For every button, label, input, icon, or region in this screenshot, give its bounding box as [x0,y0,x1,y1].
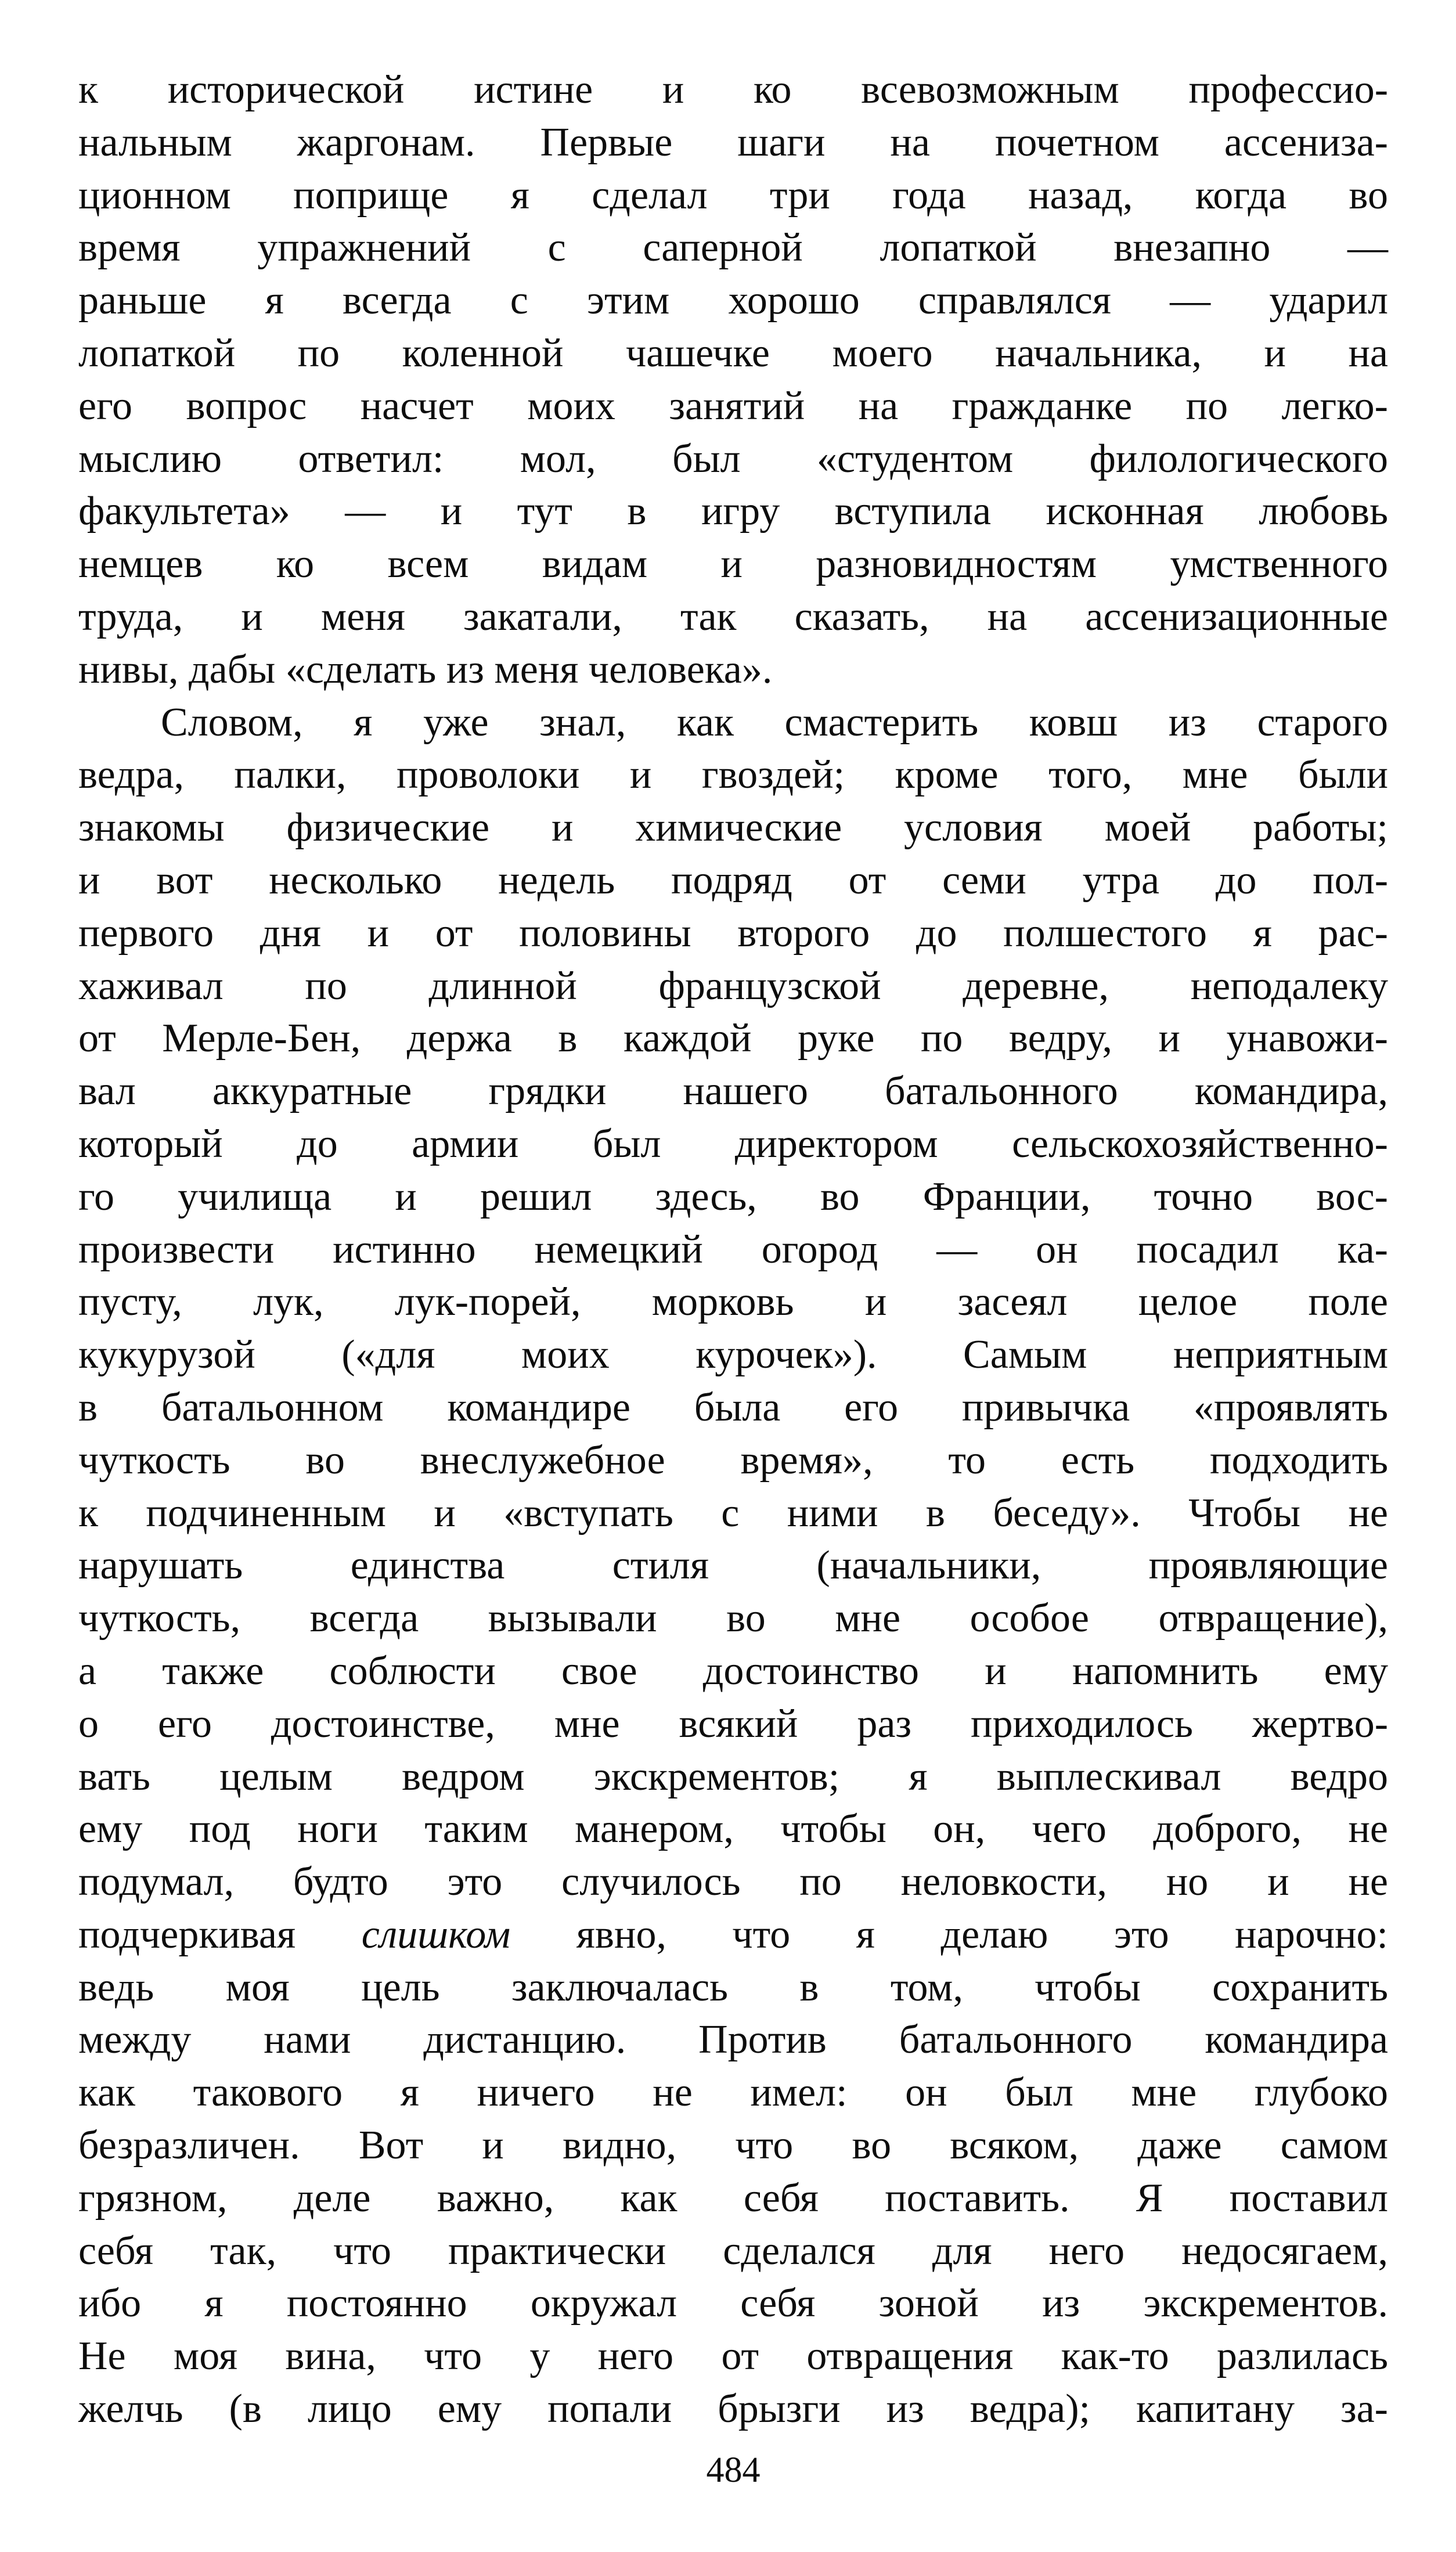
text-line: произвести истинно немецкий огород — он посадил ка- [78,1227,1388,1272]
text-line: нальным жаргонам. Первые шаги на почетном ассениза- [78,120,1388,165]
text-line: а также соблюсти свое достоинство и напомнить ему [78,1648,1388,1693]
body-text [78,64,1388,2436]
text-line: между нами дистанцию. Против батальонного командира [78,2017,1388,2063]
text-line: как такового я ничего не имел: он был мне глубоко [78,2070,1388,2115]
text-line: время упражнений с саперной лопаткой внезапно — [78,225,1388,271]
text-line: к подчиненным и «вступать с ними в беседу». Чтобы не [78,1490,1388,1535]
text-line: мыслию ответил: мол, был «студентом филологического [78,436,1388,481]
text-line: знакомы физические и химические условия моей работы; [78,805,1388,850]
text-line: подумал, будто это случилось по неловкости, но и не [78,1859,1388,1905]
text-line: факультета» — и тут в игру вступила исконная любовь [78,489,1388,534]
text-line: грязном, деле важно, как себя поставить. Я поставил [78,2175,1388,2221]
text-line: чуткость, всегда вызывали во мне особое отвращение), [78,1596,1388,1641]
text-line: Словом, я уже знал, как смастерить ковш из старого [161,700,1388,745]
text-line: в батальонном командире была его привычка «проявлять [78,1385,1388,1430]
text-line: вал аккуратные грядки нашего батальонного командира, [78,1069,1388,1114]
text-line: ведра, палки, проволоки и гвоздей; кроме того, мне были [78,752,1388,798]
paragraph [78,697,1388,2436]
text-line: ционном поприще я сделал три года назад, когда во [78,172,1388,218]
text-line: немцев ко всем видам и разновидностям умственного [78,542,1388,587]
text-line: ведь моя цель заключалась в том, чтобы сохранить [78,1965,1388,2010]
text-line: первого дня и от половины второго до полшестого я рас- [78,910,1388,956]
text-line: пусту, лук, лук-порей, морковь и засеял целое поле [78,1279,1388,1325]
text-line: ибо я постоянно окружал себя зоной из экскрементов. [78,2281,1388,2326]
text-line: подчеркивая слишком явно, что я делаю это нарочно: [78,1912,1388,1957]
text-line: кукурузой («для моих курочек»). Самым неприятным [78,1332,1388,1378]
text-line: чуткость во внеслужебное время», то есть подходить [78,1437,1388,1483]
text-line: раньше я всегда с этим хорошо справлялся — ударил [78,278,1388,323]
text-line: и вот несколько недель подряд от семи утра до пол- [78,857,1388,903]
text-line: который до армии был директором сельскохозяйственно- [78,1121,1388,1166]
text-line: ему под ноги таким манером, чтобы он, чего доброго, не [78,1807,1388,1852]
book-page [78,64,1388,2490]
text-line: Не моя вина, что у него от отвращения как-то разлилась [78,2334,1388,2379]
text-line: труда, и меня закатали, так сказать, на ассенизационные [78,594,1388,639]
text-line: от Мерле-Бен, держа в каждой руке по ведру, и унавожи- [78,1016,1388,1061]
text-line: го училища и решил здесь, во Франции, точно вос- [78,1174,1388,1219]
text-line: себя так, что практически сделался для него недосягаем, [78,2228,1388,2273]
text-line: безразличен. Вот и видно, что во всяком, даже самом [78,2123,1388,2168]
page-number: 484 [706,2450,761,2490]
text-line: нивы, дабы «сделать из меня человека». [78,647,773,692]
text-line: о его достоинстве, мне всякий раз приходилось жертво- [78,1701,1388,1746]
text-line: нарушать единства стиля (начальники, проявляющие [78,1543,1388,1588]
paragraph [78,64,1388,697]
text-line: к исторической истине и ко всевозможным профессио- [78,67,1388,112]
text-line: вать целым ведром экскрементов; я выплескивал ведро [78,1754,1388,1799]
text-line: хаживал по длинной французской деревне, неподалеку [78,963,1388,1008]
text-line: его вопрос насчет моих занятий на гражданке по легко- [78,383,1388,428]
text-line: лопаткой по коленной чашечке моего начальника, и на [78,330,1388,376]
emphasis: слишком [361,1912,511,1957]
text-line: желчь (в лицо ему попали брызги из ведра); капитану за- [78,2387,1388,2432]
